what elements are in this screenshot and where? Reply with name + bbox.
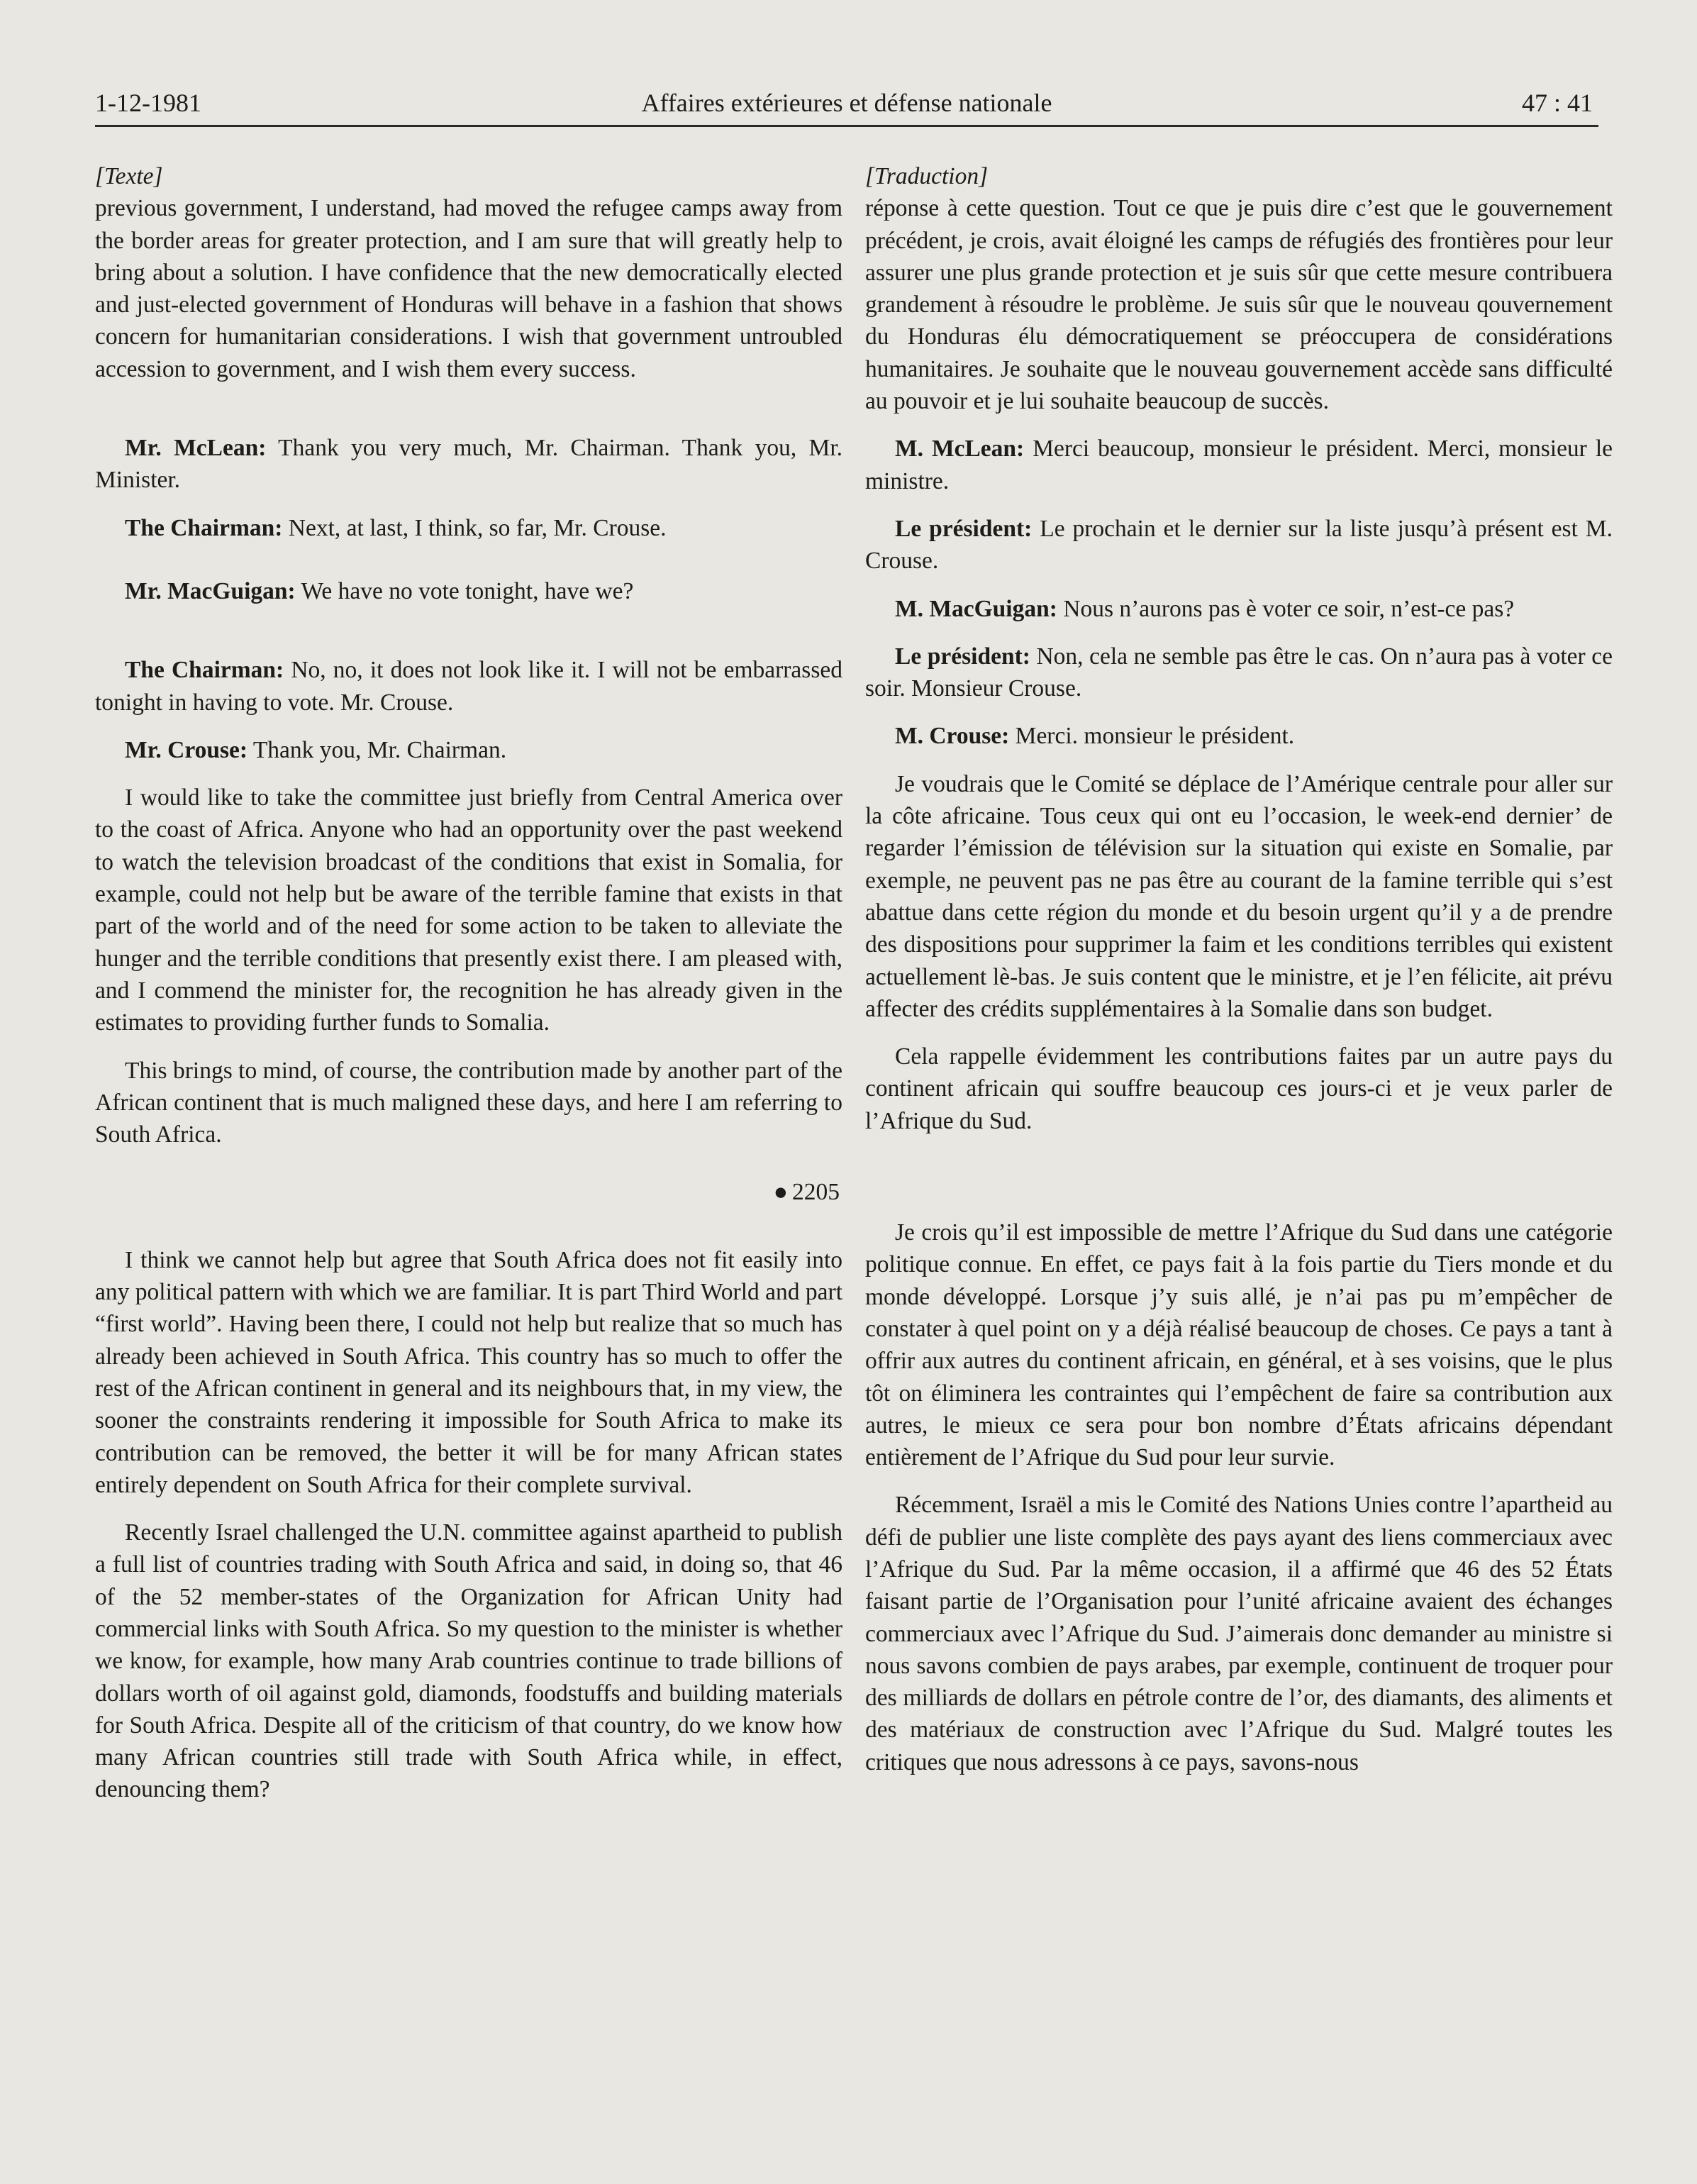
speech-president (865, 513, 1613, 577)
speech-text: Next, at last, I think, so far, Mr. Crouse. (282, 514, 667, 541)
speaker-name: Mr. Crouse: (125, 736, 248, 763)
speaker-name: The Chairman: (125, 514, 283, 541)
paragraph: Je voudrais que le Comité se déplace de l’Amérique centrale pour aller sur la côte africaine. Tous ceux qui ont eu l’occasion, le week-end dernier’ de regarder l’émission de télévision sur la situation qui existe en Somalie, par exemple, ne peuvent pas ne pas être au courant de la famine terrible qui s’est abattue dans cette région du monde et du besoin urgent qu’il y a de prendre des dispositions pour supprimer la faim et les conditions terribles qui existent actuellement lè-bas. Je suis content que le ministre, et je l’en félicite, ait prévu affecter des crédits supplémentaires à la Somalie dans son budget. (865, 770, 1613, 1022)
paragraph: réponse à cette question. Tout ce que je puis dire c’est que le gouvernement précédent, je crois, avait éloigné les camps de réfugiés des frontières pour leur assurer une plus grande protection et je suis sûr que cette mesure contribuera grandement à résoudre le problème. Je suis sûr que le nouveau qouvernement du Honduras élu démocratiquement se préoccupera de considérations humanitaires. Je souhaite que le nouveau gouvernement accède sans difficulté au pouvoir et je lui souhaite beaucoup de succès. (865, 195, 1613, 415)
speech-chairman (95, 512, 842, 544)
speech-text: Le prochain et le dernier sur la liste jusqu’à présent est M. Crouse. (865, 515, 1613, 575)
header-rule (95, 125, 1598, 127)
header-page-number: 47 : 41 (1521, 89, 1593, 117)
speech-text: Nous n’aurons pas è voter ce soir, n’est-ce pas? (1057, 595, 1515, 622)
speech-chairman (95, 654, 842, 719)
time-anchor (95, 1176, 840, 1208)
speech-mclean (95, 432, 842, 497)
bullet-icon: ● (773, 1179, 788, 1206)
speech-text: Merci. monsieur le président. (1009, 723, 1295, 750)
french-column (865, 160, 1613, 1778)
translation-marker: [Traduction] (865, 163, 989, 189)
paragraph: previous government, I understand, had moved the refugee camps away from the border areas for greater protection, and I am sure that will greatly help to bring about a solution. I have confidence that the new democratically elected and just-elected government of Honduras will behave in a fashion that shows concern for humanitarian considerations. I wish that government untroubled accession to government, and I wish them every success. (95, 195, 842, 382)
speaker-name: M. Crouse: (895, 723, 1010, 750)
speaker-name: Le président: (895, 515, 1033, 542)
speech-macguigan (865, 593, 1613, 625)
speaker-name: M. MacGuigan: (895, 595, 1057, 622)
paragraph: Récemment, Israël a mis le Comité des Nations Unies contre l’apartheid au défi de publier une liste complète des pays ayant des liens commerciaux avec l’Afrique du Sud. Par la même occasion, il a affirmé que 46 des 52 États faisant partie de l’Organisation pour l’unité africaine avaient des échanges commerciaux avec l’Afrique du Sud. J’aimerais donc demander au ministre si nous savons combien de pays arabes, par exemple, continuent de troquer pour des milliards de dollars en pétrole contre de l’or, des diamants, des aliments et des matériaux de construction avec l’Afrique du Sud. Malgré toutes les critiques que nous adressons à ce pays, savons-nous (865, 1492, 1613, 1775)
paragraph: This brings to mind, of course, the contribution made by another part of the African continent that is much maligned these days, and here I am referring to South Africa. (95, 1057, 842, 1148)
speech-text: No, no, it does not look like it. I will not be embarrassed tonight in having to vote. Mr. Crouse. (95, 657, 842, 716)
speaker-name: Le président: (895, 643, 1030, 670)
speaker-name: Mr. McLean: (125, 435, 267, 462)
text-marker: [Texte] (95, 163, 163, 189)
speaker-name: The Chairman: (125, 657, 284, 684)
speech-crouse (865, 720, 1613, 752)
speech-text: Merci beaucoup, monsieur le président. Merci, monsieur le ministre. (865, 436, 1613, 494)
speech-text: Thank you very much, Mr. Chairman. Thank you, Mr. Minister. (95, 435, 842, 494)
english-column (95, 160, 842, 1806)
speaker-name: M. McLean: (895, 436, 1025, 462)
speech-president (865, 641, 1613, 705)
paragraph: Je crois qu’il est impossible de mettre l’Afrique du Sud dans une catégorie politique connue. En effet, ce pays fait à la fois partie du Tiers monde et du monde développé. Lorsque j’y suis allé, je n’ai pas pu m’empêcher de constater à quel point on y a déjà réalisé beaucoup de choses. Ce pays a tant à offrir aux autres du continent africain, en général, et à ses voisins, que le plus tôt on éliminera les contraintes qui l’empêchent de faire sa contribution aux autres, le mieux ce sera pour bon nombre d’États africains dépendant entièrement de l’Afrique du Sud pour leur survie. (865, 1219, 1613, 1471)
paragraph: I think we cannot help but agree that South Africa does not fit easily into any political pattern with which we are familiar. It is part Third World and part “first world”. Having been there, I could not help but realize that so much has already been achieved in South Africa. This country has so much to offer the rest of the African continent in general and its neighbours that, in my view, the sooner the constraints rendering it impossible for South Africa to make its contribution can be removed, the better it will be for many African states entirely dependent on South Africa for their complete survival. (95, 1246, 842, 1498)
paragraph: Recently Israel challenged the U.N. committee against apartheid to publish a full list of countries trading with South Africa and said, in doing so, that 46 of the 52 member-states of the Organization for African Unity had commercial links with South Africa. So my question to the minister is whether we know, for example, how many Arab countries continue to trade billions of dollars worth of oil against gold, diamonds, foodstuffs and building materials for South Africa. Despite all of the criticism of that country, do we know how many African countries still trade with South Africa while, in effect, denouncing them? (95, 1519, 842, 1803)
paragraph: I would like to take the committee just briefly from Central America over to the coast of Africa. Anyone who had an opportunity over the past weekend to watch the television broadcast of the conditions that exist in Somalia, for example, could not help but be aware of the terrible famine that exists in that part of the world and of the need for some action to be taken to alleviate the hunger and the terrible conditions that presently exist there. I am pleased with, and I commend the minister for, the recognition he has already given in the estimates to providing further funds to Somalia. (95, 785, 842, 1036)
speaker-name: Mr. MacGuigan: (125, 577, 296, 604)
header-date: 1-12-1981 (95, 89, 201, 117)
speech-crouse (95, 734, 842, 766)
anchor-number: 2205 (792, 1179, 840, 1206)
speech-text: Thank you, Mr. Chairman. (247, 736, 507, 763)
speech-text: Non, cela ne semble pas être le cas. On n’aura pas à voter ce soir. Monsieur Crouse. (865, 643, 1613, 702)
paragraph: Cela rappelle évidemment les contributions faites par un autre pays du continent africain qui souffre beaucoup ces jours-ci et je veux parler de l’Afrique du Sud. (865, 1043, 1613, 1134)
speech-text: We have no vote tonight, have we? (295, 577, 634, 604)
running-header (95, 84, 1598, 123)
speech-mclean (865, 433, 1613, 497)
header-title: Affaires extérieures et défense nationale (641, 89, 1052, 117)
speech-macguigan (95, 575, 842, 607)
